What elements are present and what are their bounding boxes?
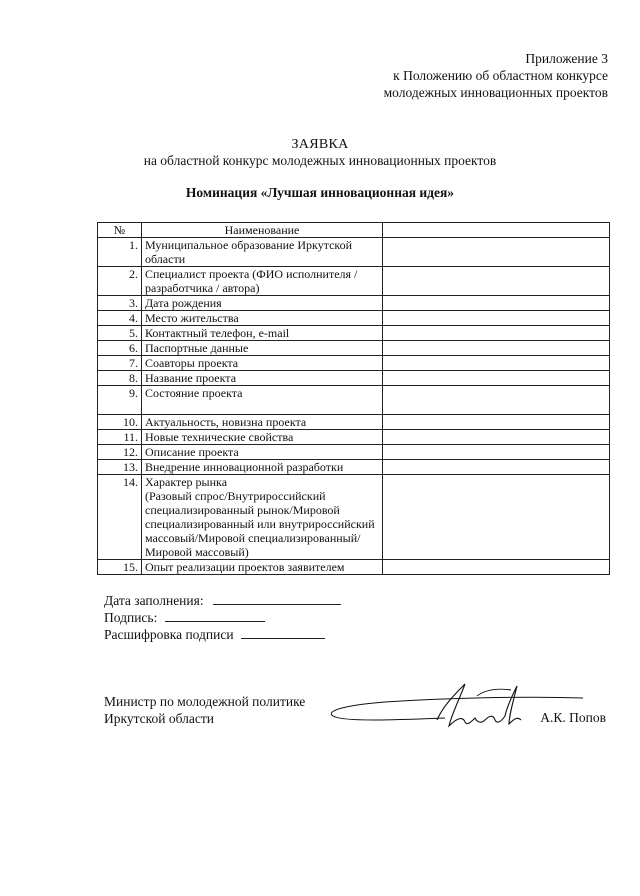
row-name: Дата рождения <box>142 296 383 311</box>
row-value-cell[interactable] <box>383 371 610 386</box>
row-name: Специалист проекта (ФИО исполнителя / разработчика / автора) <box>142 267 383 296</box>
row-value-cell[interactable] <box>383 267 610 296</box>
row-name: Описание проекта <box>142 445 383 460</box>
appendix-number: Приложение 3 <box>525 51 608 66</box>
row-number: 12. <box>98 445 142 460</box>
row-name: Характер рынка (Разовый спрос/Внутрироссийский специализированный рынок/Мировой специализированный или внутрироссийский массовый/Мировой специализированный/Мировой массовый) <box>142 475 383 560</box>
fill-signature-label: Подпись: <box>104 610 158 625</box>
row-value-cell[interactable] <box>383 238 610 267</box>
row-name: Актуальность, новизна проекта <box>142 415 383 430</box>
appendix-reference <box>384 50 608 101</box>
row-number: 14. <box>98 475 142 560</box>
row-value-cell[interactable] <box>383 415 610 430</box>
table-row <box>98 311 610 326</box>
table-row <box>98 296 610 311</box>
row-name: Опыт реализации проектов заявителем <box>142 560 383 575</box>
row-value-cell[interactable] <box>383 341 610 356</box>
row-number: 7. <box>98 356 142 371</box>
row-number: 10. <box>98 415 142 430</box>
table-row <box>98 445 610 460</box>
row-name: Внедрение инновационной разработки <box>142 460 383 475</box>
table-row <box>98 560 610 575</box>
header-value <box>383 223 610 238</box>
row-number: 11. <box>98 430 142 445</box>
row-value-cell[interactable] <box>383 356 610 371</box>
row-number: 5. <box>98 326 142 341</box>
fill-date-line[interactable] <box>213 592 341 605</box>
row-value-cell[interactable] <box>383 445 610 460</box>
fill-signature-line[interactable] <box>165 609 265 622</box>
table-row <box>98 386 610 415</box>
minister-region: Иркутской области <box>104 711 215 726</box>
row-name: Место жительства <box>142 311 383 326</box>
row-number: 8. <box>98 371 142 386</box>
application-table <box>97 222 610 575</box>
table-row <box>98 326 610 341</box>
row-value-cell[interactable] <box>383 326 610 341</box>
fill-decoding-label: Расшифровка подписи <box>104 627 234 642</box>
fill-date <box>104 592 341 609</box>
fill-signature <box>104 609 265 626</box>
row-number: 4. <box>98 311 142 326</box>
minister-title: Министр по молодежной политике <box>104 694 306 709</box>
table-row <box>98 475 610 560</box>
row-number: 2. <box>98 267 142 296</box>
row-name: Соавторы проекта <box>142 356 383 371</box>
appendix-regulation: к Положению об областном конкурсе <box>393 68 608 83</box>
row-value-cell[interactable] <box>383 560 610 575</box>
row-name: Паспортные данные <box>142 341 383 356</box>
row-number: 15. <box>98 560 142 575</box>
row-value-cell[interactable] <box>383 311 610 326</box>
fill-decoding <box>104 626 325 643</box>
table-row <box>98 460 610 475</box>
appendix-contest: молодежных инновационных проектов <box>383 85 608 100</box>
row-value-cell[interactable] <box>383 430 610 445</box>
table-row <box>98 430 610 445</box>
table-row <box>98 341 610 356</box>
row-number: 3. <box>98 296 142 311</box>
row-name: Состояние проекта <box>142 386 383 415</box>
row-value-cell[interactable] <box>383 460 610 475</box>
row-number: 6. <box>98 341 142 356</box>
row-name: Название проекта <box>142 371 383 386</box>
row-number: 1. <box>98 238 142 267</box>
document-title: ЗАЯВКА <box>291 137 349 152</box>
minister-block <box>104 693 305 727</box>
minister-name: А.К. Попов <box>540 710 606 725</box>
row-number: 9. <box>98 386 142 415</box>
row-name: Новые технические свойства <box>142 430 383 445</box>
header-number: № <box>98 223 142 238</box>
table-row <box>98 267 610 296</box>
nomination-heading: Номинация «Лучшая инновационная идея» <box>185 185 455 200</box>
fill-decoding-line[interactable] <box>241 626 325 639</box>
document-subtitle: на областной конкурс молодежных инновационных проектов <box>143 153 497 168</box>
table-header-row <box>98 223 610 238</box>
row-value-cell[interactable] <box>383 296 610 311</box>
table-row <box>98 371 610 386</box>
row-value-cell[interactable] <box>383 386 610 415</box>
table-row <box>98 356 610 371</box>
table-row <box>98 415 610 430</box>
table-row <box>98 238 610 267</box>
header-name: Наименование <box>142 223 383 238</box>
row-number: 13. <box>98 460 142 475</box>
row-value-cell[interactable] <box>383 475 610 560</box>
fill-date-label: Дата заполнения: <box>104 593 204 608</box>
row-name: Муниципальное образование Иркутской области <box>142 238 383 267</box>
row-name: Контактный телефон, e-mail <box>142 326 383 341</box>
